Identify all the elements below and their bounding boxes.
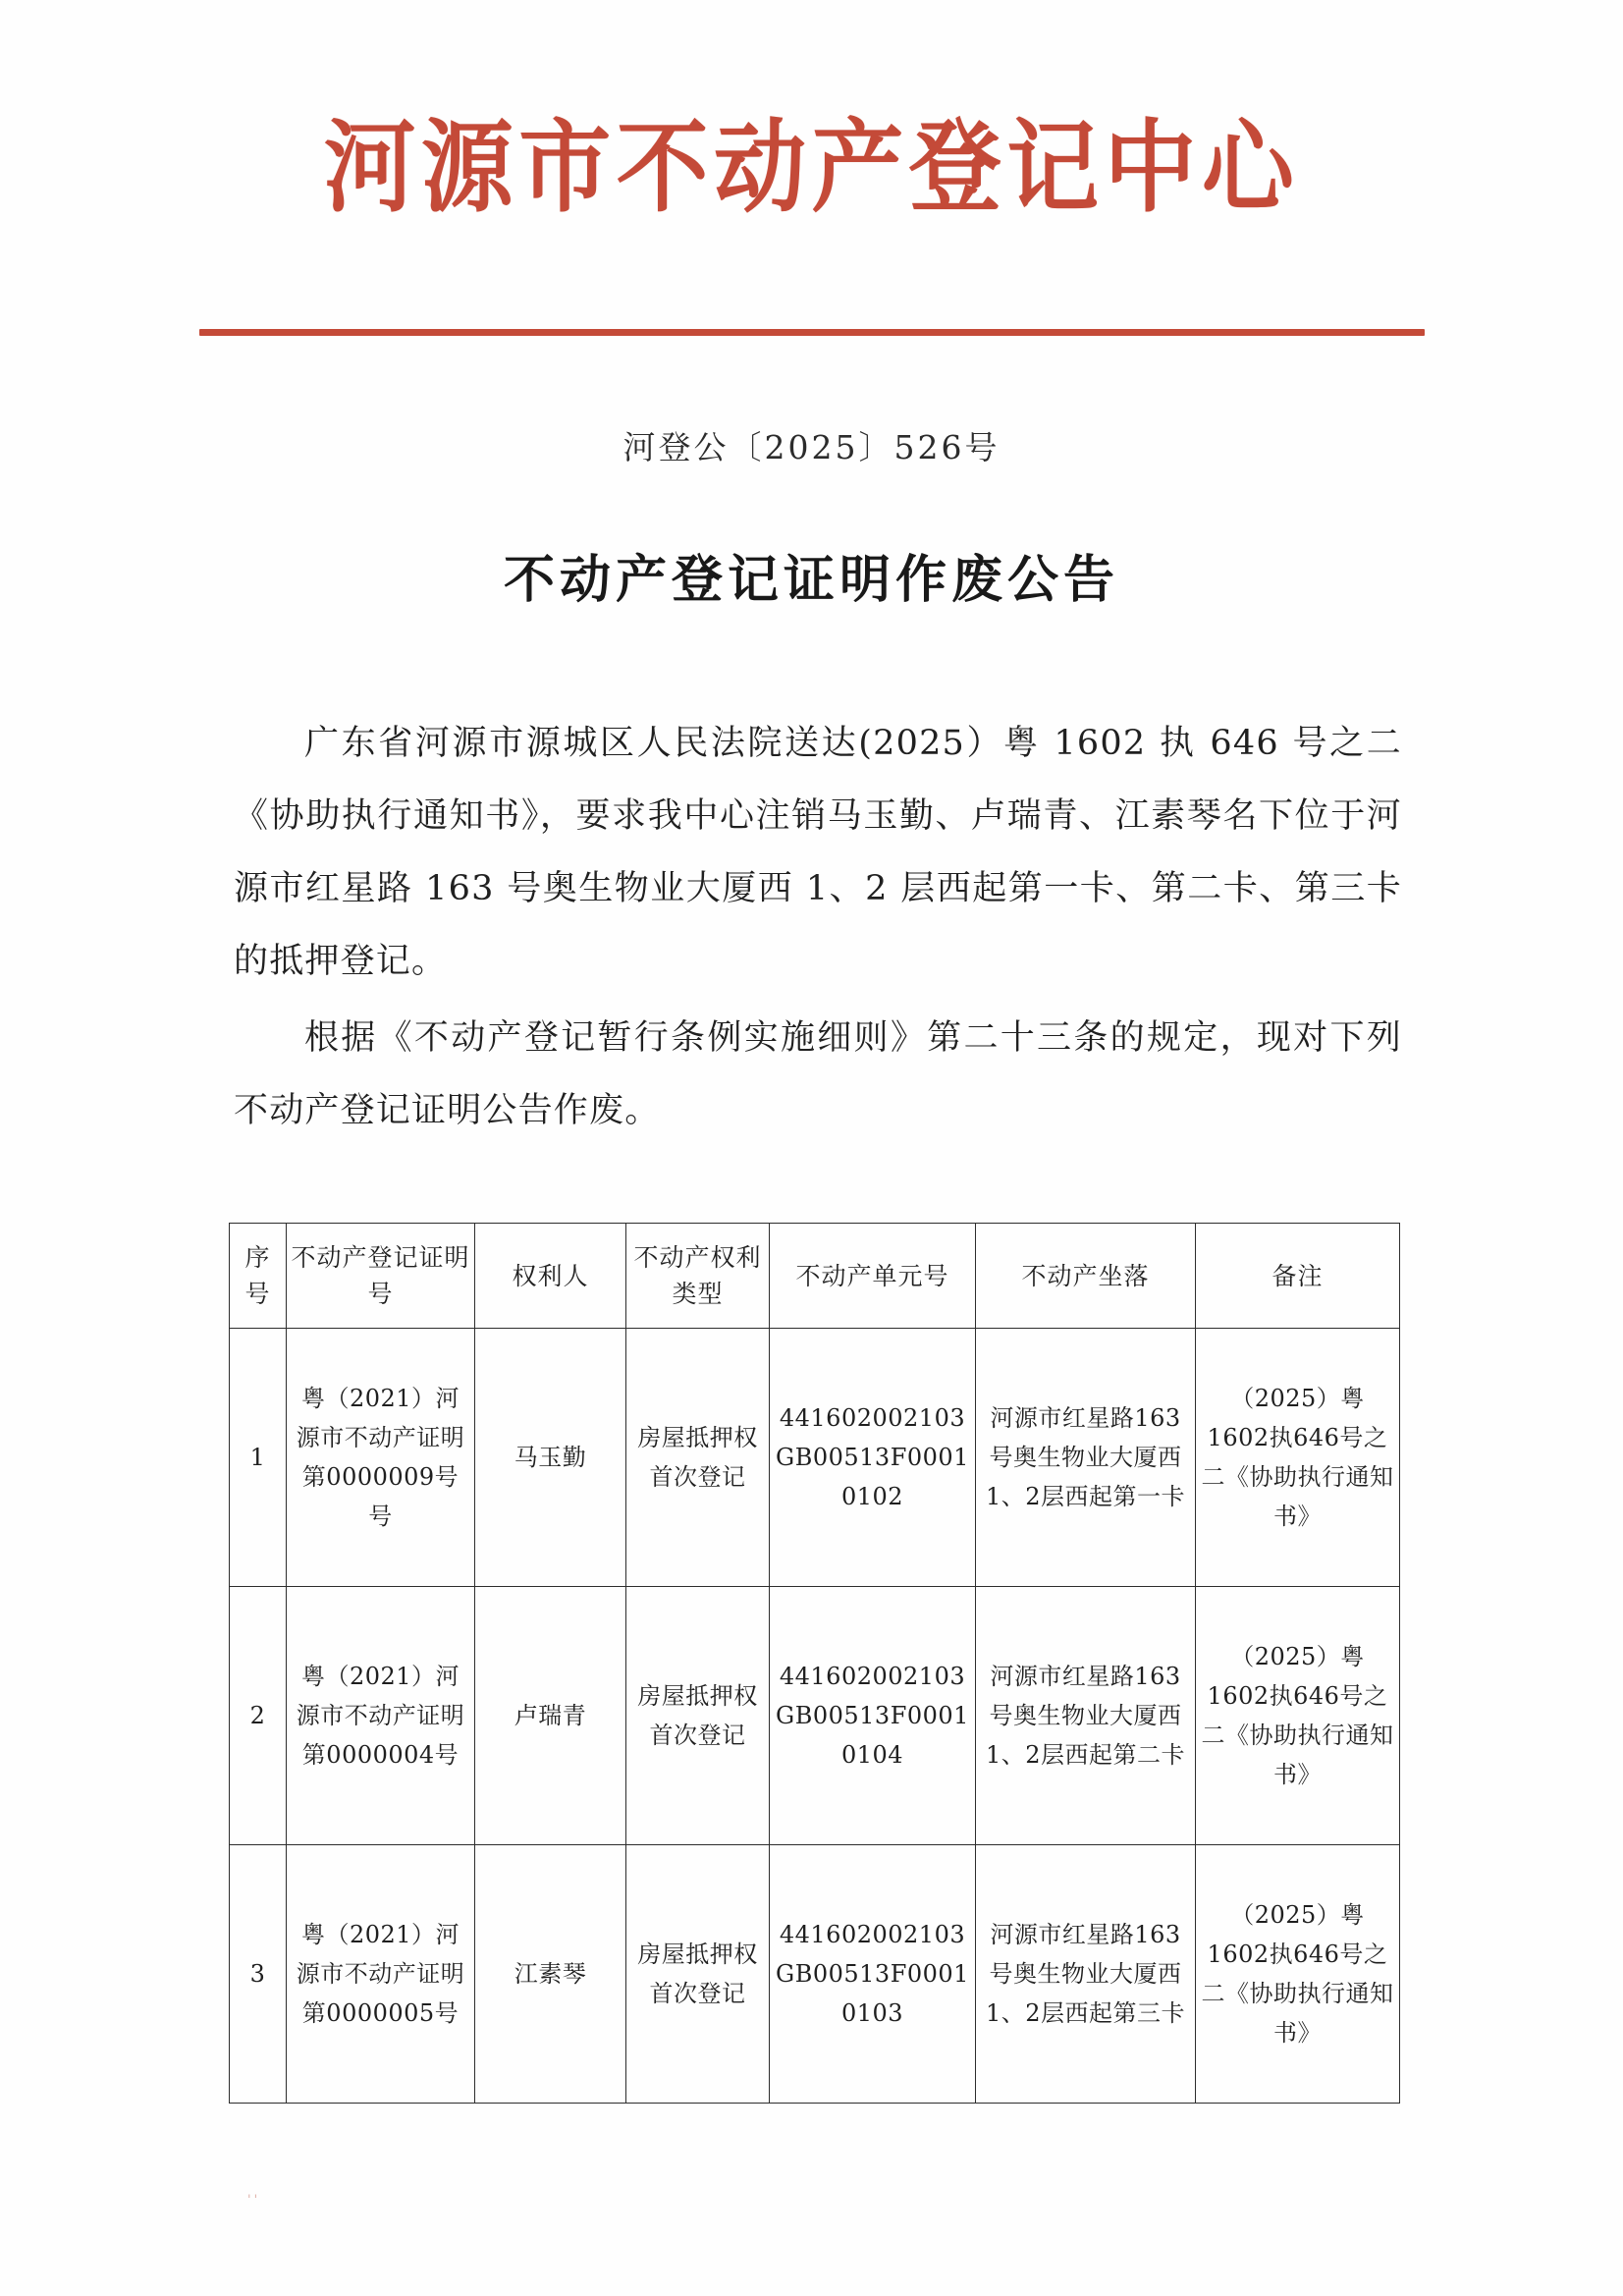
cell-cert-no: 粤（2021）河源市不动产证明第0000005号 — [287, 1845, 475, 2104]
cell-right-type: 房屋抵押权首次登记 — [626, 1587, 770, 1845]
cell-owner: 马玉勤 — [475, 1329, 626, 1587]
table-row — [230, 1329, 1400, 1587]
column-header-remark: 备注 — [1196, 1224, 1400, 1329]
cell-owner: 卢瑞青 — [475, 1587, 626, 1845]
cell-right-type: 房屋抵押权首次登记 — [626, 1845, 770, 2104]
issuing-organization-title: 河源市不动产登记中心 — [323, 109, 1300, 227]
cell-unit-no: 441602002103GB00513F00010104 — [770, 1587, 976, 1845]
cell-unit-no: 441602002103GB00513F00010102 — [770, 1329, 976, 1587]
cell-location: 河源市红星路163号奥生物业大厦西1、2层西起第一卡 — [976, 1329, 1196, 1587]
letterhead-divider-rule — [199, 329, 1425, 336]
document-title: 不动产登记证明作废公告 — [503, 550, 1119, 610]
column-header-cert-no: 不动产登记证明号 — [287, 1224, 475, 1329]
cell-location: 河源市红星路163号奥生物业大厦西1、2层西起第三卡 — [976, 1845, 1196, 2104]
body-paragraph-1: 广东省河源市源城区人民法院送达(2025）粤 1602 执 646 号之二《协助执行通知书》，要求我中心注销马玉勤、卢瑞青、江素琴名下位于河源市红星路 163 号奥生物业大厦西 1、2 层西起第一卡、第二卡、第三卡的抵押登记。 — [234, 724, 1402, 981]
cell-remark: （2025）粤1602执646号之二《协助执行通知书》 — [1196, 1329, 1400, 1587]
column-header-right-type: 不动产权利类型 — [626, 1224, 770, 1329]
cell-seq: 3 — [230, 1845, 287, 2104]
column-header-unit-no: 不动产单元号 — [770, 1224, 976, 1329]
column-header-location: 不动产坐落 — [976, 1224, 1196, 1329]
cell-cert-no: 粤（2021）河源市不动产证明第0000009号号 — [287, 1329, 475, 1587]
body-paragraph-2: 根据《不动产登记暂行条例实施细则》第二十三条的规定，现对下列不动产登记证明公告作废。 — [234, 1018, 1402, 1130]
cell-unit-no: 441602002103GB00513F00010103 — [770, 1845, 976, 2104]
cell-seq: 2 — [230, 1587, 287, 1845]
cell-remark: （2025）粤1602执646号之二《协助执行通知书》 — [1196, 1845, 1400, 2104]
invalidation-table — [229, 1223, 1400, 2104]
table-row — [230, 1845, 1400, 2104]
document-body — [234, 707, 1402, 1151]
column-header-seq: 序号 — [230, 1224, 287, 1329]
table-row — [230, 1587, 1400, 1845]
cell-right-type: 房屋抵押权首次登记 — [626, 1329, 770, 1587]
cell-seq: 1 — [230, 1329, 287, 1587]
letterhead — [0, 109, 1623, 227]
column-header-owner: 权利人 — [475, 1224, 626, 1329]
invalidation-table-container — [229, 1223, 1399, 2104]
cell-location: 河源市红星路163号奥生物业大厦西1、2层西起第二卡 — [976, 1587, 1196, 1845]
cell-remark: （2025）粤1602执646号之二《协助执行通知书》 — [1196, 1587, 1400, 1845]
document-number: 河登公〔2025〕526号 — [622, 428, 1001, 466]
table-header-row — [230, 1224, 1400, 1329]
page-footer-mark: '' — [247, 2193, 261, 2208]
cell-owner: 江素琴 — [475, 1845, 626, 2104]
cell-cert-no: 粤（2021）河源市不动产证明第0000004号 — [287, 1587, 475, 1845]
